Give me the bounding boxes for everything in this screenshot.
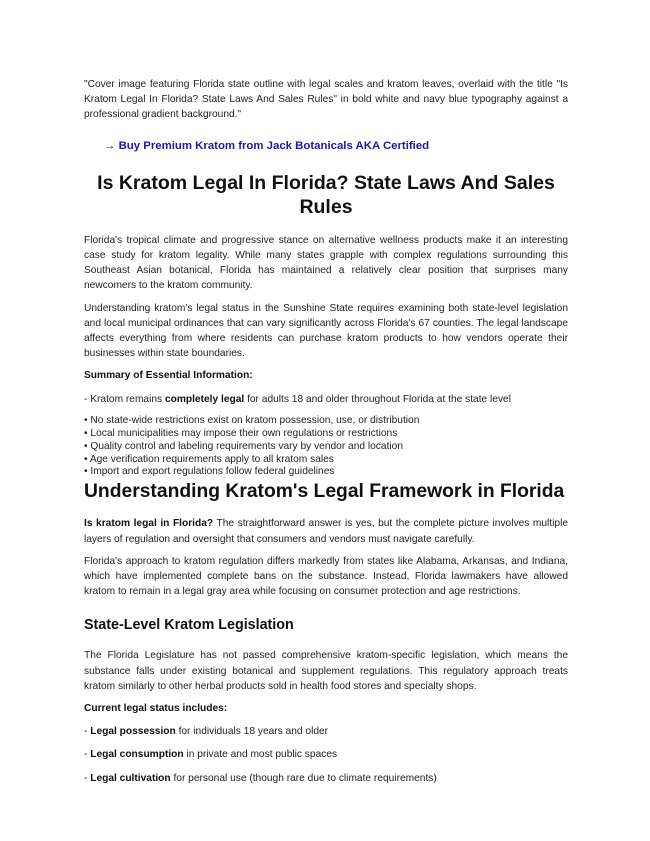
state-level-paragraph: The Florida Legislature has not passed comprehensive kratom-specific legislation, which means the substance falls under existing botanical and supplement regulations. This regulatory approach treats kratom similarly to other herbal products sold in health food stores and specialty shops. [84,650,568,692]
cover-image-caption: "Cover image featuring Florida state outline with legal scales and kratom leaves, overlaid with the title "Is Kratom Legal In Florida? State Laws And Sales Rules" in bold white and navy blue typography against a professional gradient background." [84,79,568,121]
state-level-heading: State-Level Kratom Legislation [84,617,294,634]
list-item: • Local municipalities may impose their own regulations or restrictions [84,427,398,439]
status-item: - Legal consumption in private and most public spaces [84,749,338,761]
arrow-right-icon: → [104,139,116,152]
framework-paragraph-2: Florida's approach to kratom regulation differs markedly from states like Alabama, Arkansas, and Indiana, which have implemented complete bans on the substance. Instead, Florida lawmakers have allowed kratom to remain in a legal gray area while focusing on consumer protection and age restrictions. [84,555,568,598]
list-item: • Age verification requirements apply to all kratom sales [84,453,334,465]
framework-heading: Understanding Kratom's Legal Framework in Florida [84,481,565,503]
list-item: • Quality control and labeling requirements vary by vendor and location [84,440,403,452]
buy-kratom-link-label[interactable]: Buy Premium Kratom from Jack Botanicals AKA Certified [118,139,430,152]
document-page [84,77,568,794]
intro-paragraph-1: Florida's tropical climate and progressive stance on alternative wellness products make it an interesting case study for kratom legality. While many states grapple with complex regulations surrounding this Southeast Asian botanical, Florida has maintained a relatively clear position that surprises many newcomers to the kratom community. [84,234,568,292]
status-item: - Legal cultivation for personal use (though rare due to climate requirements) [84,772,437,784]
buy-kratom-link[interactable] [104,139,568,154]
intro-paragraph-2: Understanding kratom's legal status in the Sunshine State requires examining both state-level legislation and local municipal ordinances that can vary significantly across Florida's 67 counties. The legal landscape affects everything from where residents can purchase kratom products to how vendors operate their businesses within state boundaries. [84,302,568,360]
list-item: • No state-wide restrictions exist on kratom possession, use, or distribution [84,414,420,426]
framework-question-paragraph: Is kratom legal in Florida? The straightforward answer is yes, but the complete picture involves multiple layers of regulation and oversight that consumers and vendors must navigate carefully. [84,518,568,545]
status-item: - Legal possession for individuals 18 years and older [84,726,329,738]
summary-legal-item: - Kratom remains completely legal for adults 18 and older throughout Florida at the state level [84,393,511,405]
status-heading: Current legal status includes: [84,703,228,714]
summary-heading: Summary of Essential Information: [84,370,253,382]
list-item: • Import and export regulations follow federal guidelines [84,466,335,478]
summary-bullet-list [84,415,568,480]
page-title: Is Kratom Legal In Florida? State Laws And Sales Rules [97,171,555,218]
